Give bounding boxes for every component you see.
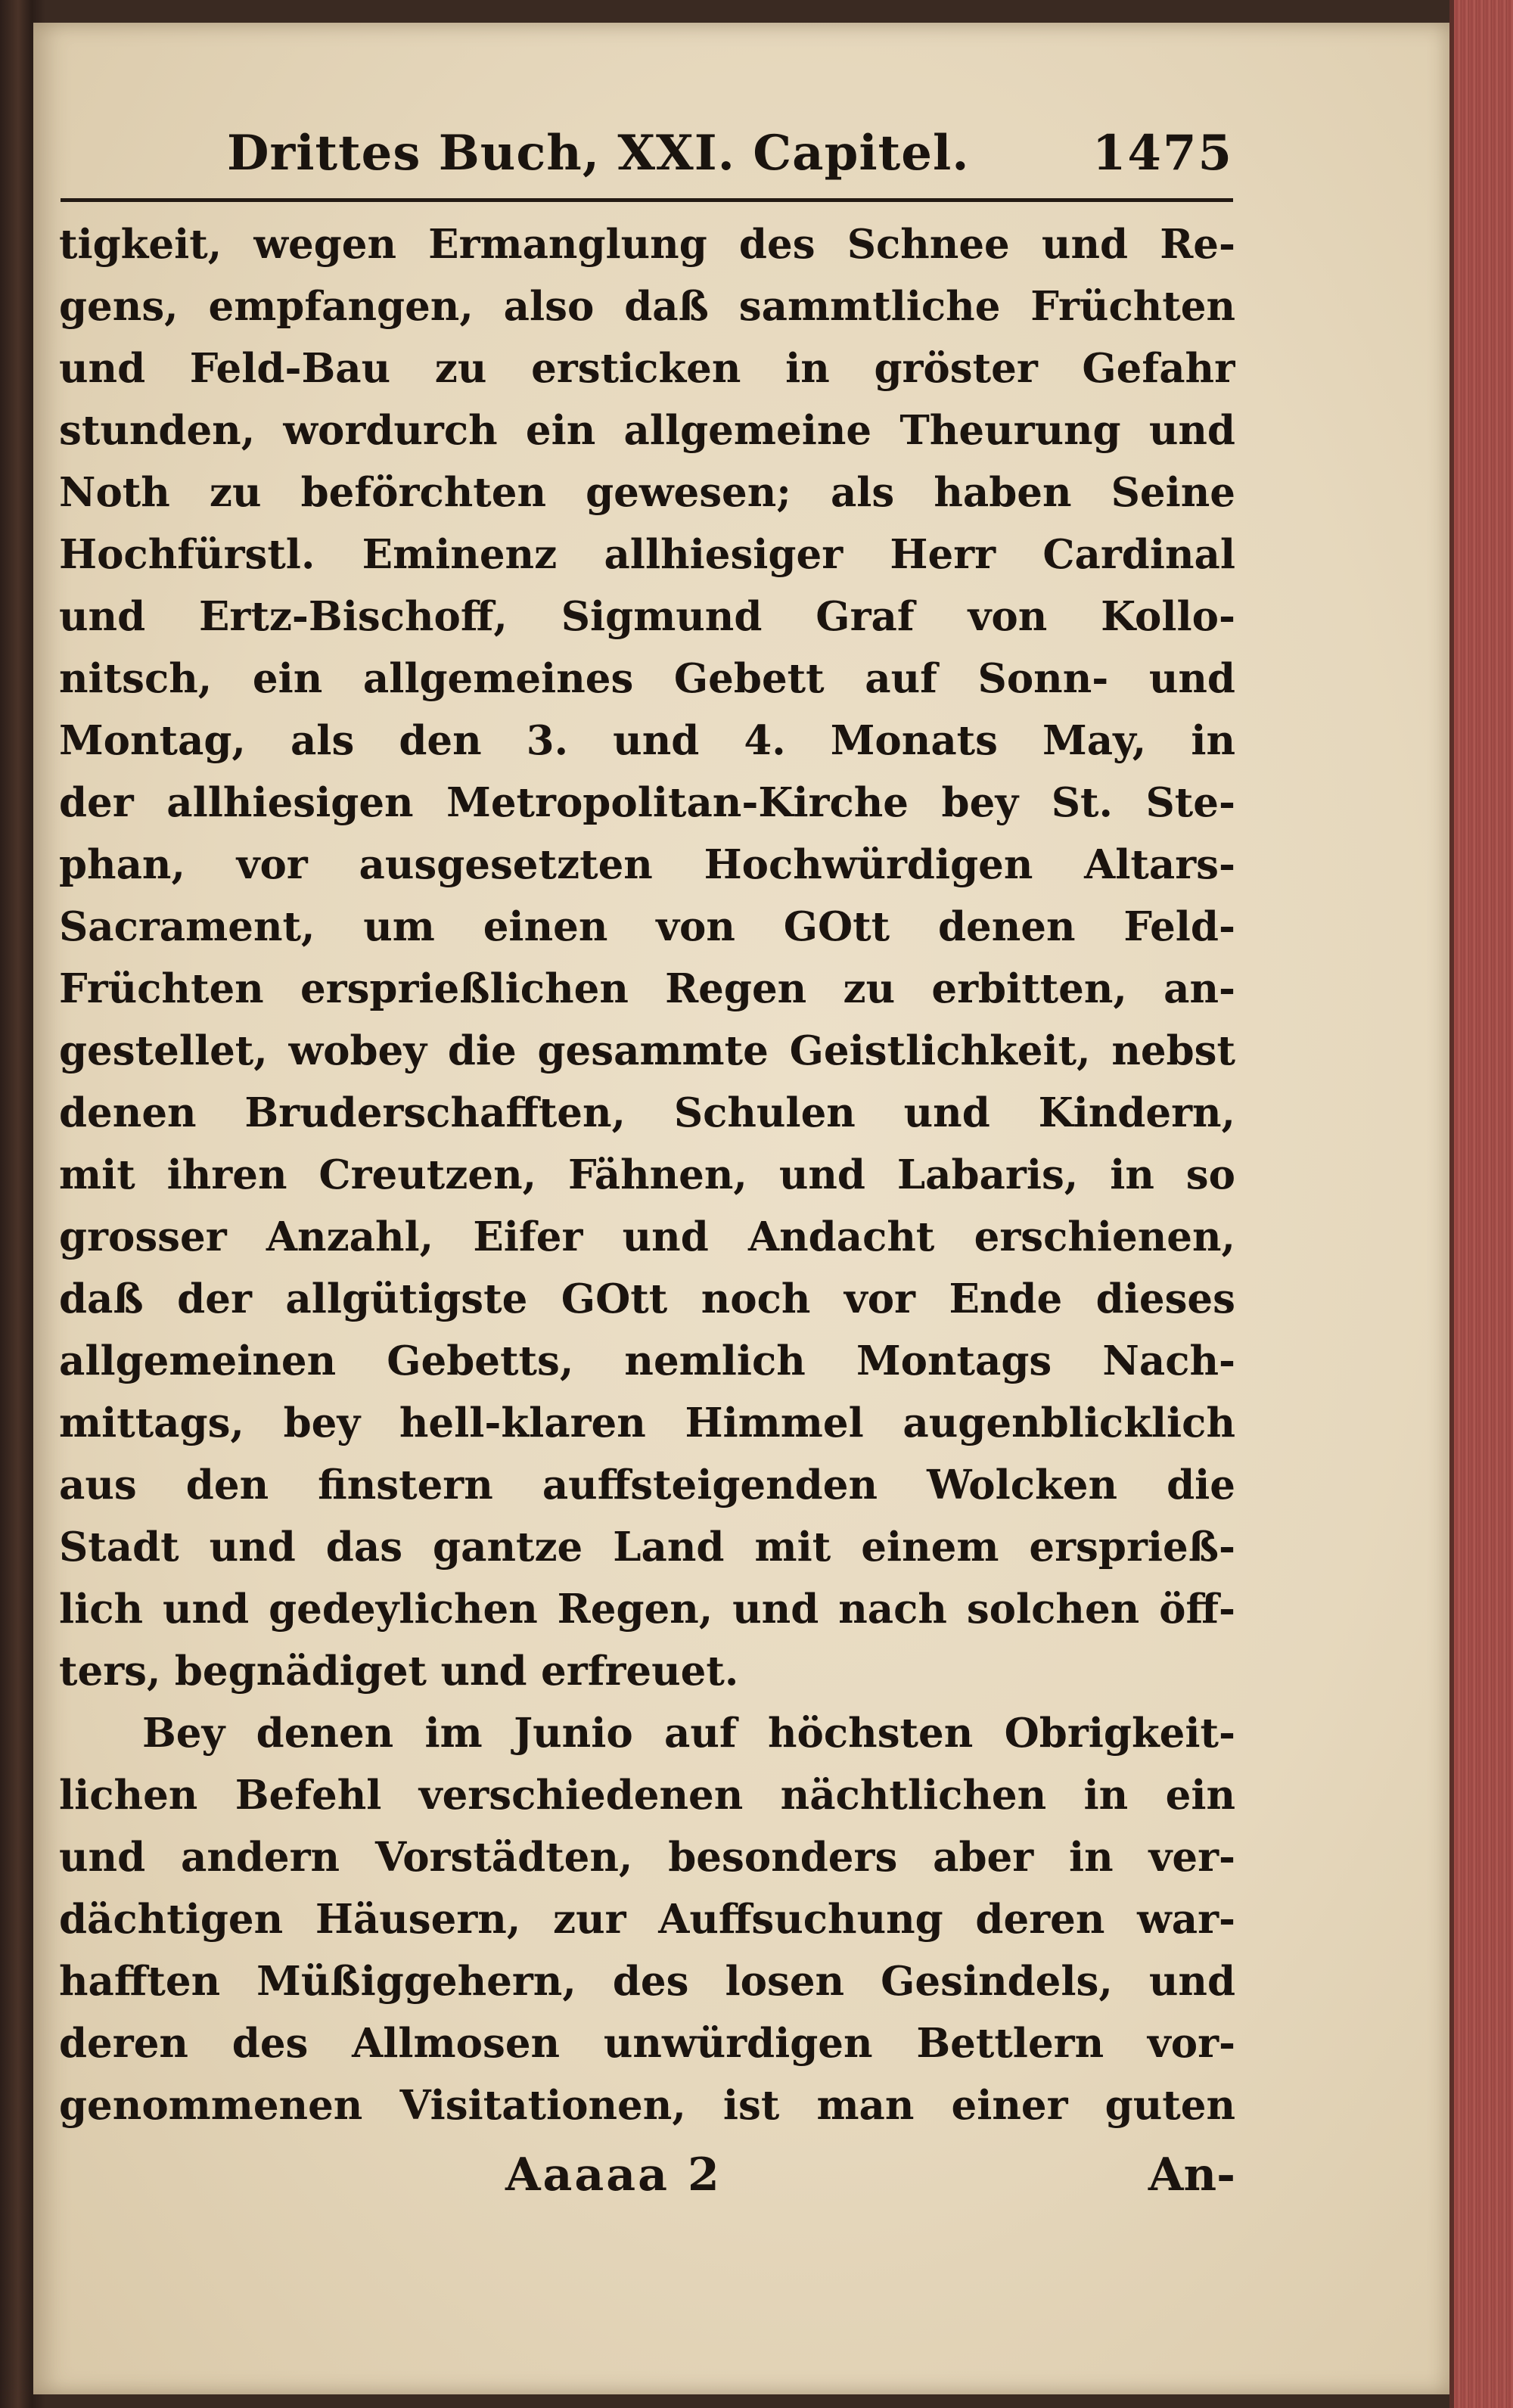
running-title: Drittes Buch, XXI. Capitel. <box>227 125 970 182</box>
text-line: Stadt und das gantze Land mit einem ersprieß- <box>59 1524 1235 1571</box>
text-line: nitsch, ein allgemeines Gebett auf Sonn- und <box>59 655 1235 702</box>
page-number: 1475 <box>1092 125 1233 182</box>
text-line: mittags, bey hell-klaren Himmel augenblicklich <box>59 1400 1235 1446</box>
text-line: phan, vor ausgesetzten Hochwürdigen Altars- <box>59 841 1235 888</box>
page-header <box>227 125 1233 185</box>
text-line: gestellet, wobey die gesammte Geistlichkeit, nebst <box>59 1027 1235 1074</box>
catchword: An- <box>1148 2149 1235 2201</box>
text-line: stunden, wordurch ein allgemeine Theurung und <box>59 407 1235 454</box>
signature-mark: Aaaaa 2 <box>505 2149 722 2201</box>
text-line: der allhiesigen Metropolitan-Kirche bey St. Ste- <box>59 779 1235 826</box>
text-line: Sacrament, um einen von GOtt denen Feld- <box>59 903 1235 950</box>
text-line: Noth zu beförchten gewesen; als haben Seine <box>59 469 1235 516</box>
text-line: und Ertz-Bischoff, Sigmund Graf von Kollo- <box>59 593 1235 640</box>
page-footer <box>59 2149 1235 2209</box>
text-line: daß der allgütigste GOtt noch vor Ende dieses <box>59 1275 1235 1322</box>
text-line: und Feld-Bau zu ersticken in gröster Gefahr <box>59 345 1235 392</box>
text-line: gens, empfangen, also daß sammtliche Früchten <box>59 283 1235 330</box>
text-line: grosser Anzahl, Eifer und Andacht erschienen, <box>59 1213 1235 1260</box>
text-line: ters, begnädiget und erfreuet. <box>59 1648 739 1695</box>
text-line: lich und gedeylichen Regen, und nach solchen öff- <box>59 1586 1235 1633</box>
text-line: lichen Befehl verschiedenen nächtlichen in ein <box>59 1772 1235 1819</box>
text-line: mit ihren Creutzen, Fähnen, und Labaris, in so <box>59 1151 1235 1198</box>
text-line: Hochfürstl. Eminenz allhiesiger Herr Cardinal <box>59 531 1235 578</box>
text-line: tigkeit, wegen Ermanglung des Schnee und Re- <box>59 221 1235 268</box>
text-line: und andern Vorstädten, besonders aber in ver- <box>59 1834 1235 1881</box>
text-line: hafften Müßiggehern, des losen Gesindels, und <box>59 1958 1235 2005</box>
text-line: dächtigen Häusern, zur Auffsuchung deren war- <box>59 1896 1235 1943</box>
text-line: Montag, als den 3. und 4. Monats May, in <box>59 717 1235 764</box>
text-line: Bey denen im Junio auf höchsten Obrigkeit- <box>142 1710 1235 1757</box>
text-line: allgemeinen Gebetts, nemlich Montags Nach- <box>59 1338 1235 1384</box>
text-line: denen Bruderschafften, Schulen und Kindern, <box>59 1089 1235 1136</box>
text-line: aus den finstern auffsteigenden Wolcken die <box>59 1462 1235 1508</box>
text-line: Früchten ersprießlichen Regen zu erbitten, an- <box>59 965 1235 1012</box>
page-fore-edge <box>1449 0 1513 2408</box>
header-rule <box>61 198 1233 202</box>
body-text <box>59 213 1235 2136</box>
text-line: genommenen Visitationen, ist man einer guten <box>59 2082 1235 2129</box>
text-line: deren des Allmosen unwürdigen Bettlern vor- <box>59 2020 1235 2067</box>
